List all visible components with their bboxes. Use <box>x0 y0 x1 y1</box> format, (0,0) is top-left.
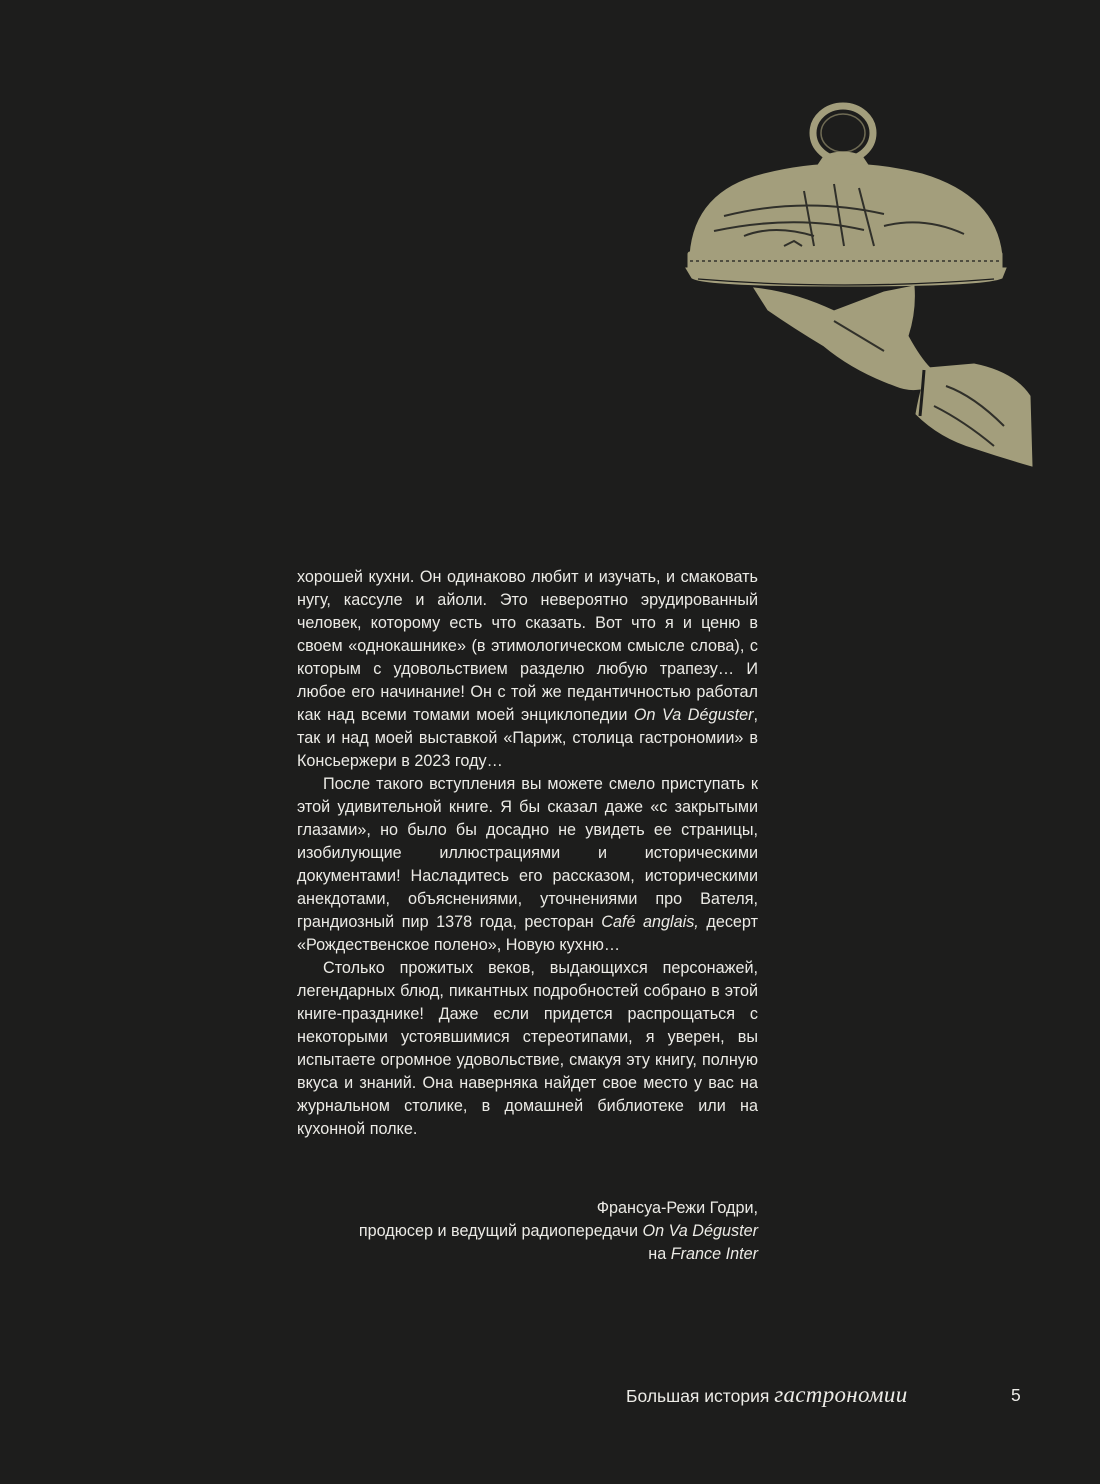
foreword-text <box>297 566 758 1141</box>
paragraph-3 <box>297 957 758 1141</box>
role-text: продюсер и ведущий радиопередачи <box>358 1222 643 1240</box>
author-role <box>297 1220 758 1243</box>
cloche-illustration <box>684 96 1036 474</box>
paragraph-text: Столько прожитых веков, выдающихся персонажей, легендарных блюд, пикантных подробностей собрано в этой книге-празднике! Даже если придется распрощаться с некоторыми устоявшимися стереотипами, я уверен, вы испытаете огромное удовольствие, смакуя эту книгу, полную вкуса и знаний. Она наверняка найдет свое место у вас на журнальном столике, в домашней библиотеке или на кухонной полке. <box>297 959 758 1138</box>
book-title-regular: Большая история <box>626 1386 775 1406</box>
paragraph-text: , так и над моей выставкой «Париж, столица гастрономии» в Консьержери в 2023 году… <box>297 706 758 770</box>
cloche-on-hand-icon <box>684 96 1036 474</box>
paragraph-1 <box>297 566 758 773</box>
author-name: Франсуа-Режи Годри, <box>596 1199 758 1217</box>
italic-title: Café anglais, <box>601 913 699 931</box>
station-prefix: на <box>648 1245 671 1263</box>
paragraph-text: десерт «Рождественское полено», Новую кухню… <box>297 913 758 954</box>
book-title-script: гастрономии <box>774 1382 908 1407</box>
signature <box>297 1197 758 1266</box>
italic-title: On Va Déguster <box>633 706 754 724</box>
show-title: On Va Déguster <box>642 1222 758 1240</box>
paragraph-text: хорошей кухни. Он одинаково любит и изучать, и смаковать нугу, кассуле и айоли. Это невероятно эрудированный человек, которому есть что сказать. Вот что я и ценю в своем «однокашнике» (в этимологическом смысле слова), с которым с удовольствием разделю любую трапезу… И любое его начинание! Он с той же педантичностью работал как над всеми томами моей энциклопедии <box>297 568 758 724</box>
running-footer <box>626 1381 908 1410</box>
station-name: France Inter <box>670 1245 758 1263</box>
page-number: 5 <box>1011 1385 1021 1405</box>
author-station <box>297 1243 758 1266</box>
paragraph-2 <box>297 773 758 957</box>
paragraph-text: После такого вступления вы можете смело приступать к этой удивительной книге. Я бы сказал даже «с закрытыми глазами», но было бы досадно не увидеть ее страницы, изобилующие иллюстрациями и историческими документами! Насладитесь его рассказом, историческими анекдотами, объяснениями, уточнениями про Вателя, грандиозный пир 1378 года, ресторан <box>297 775 758 931</box>
